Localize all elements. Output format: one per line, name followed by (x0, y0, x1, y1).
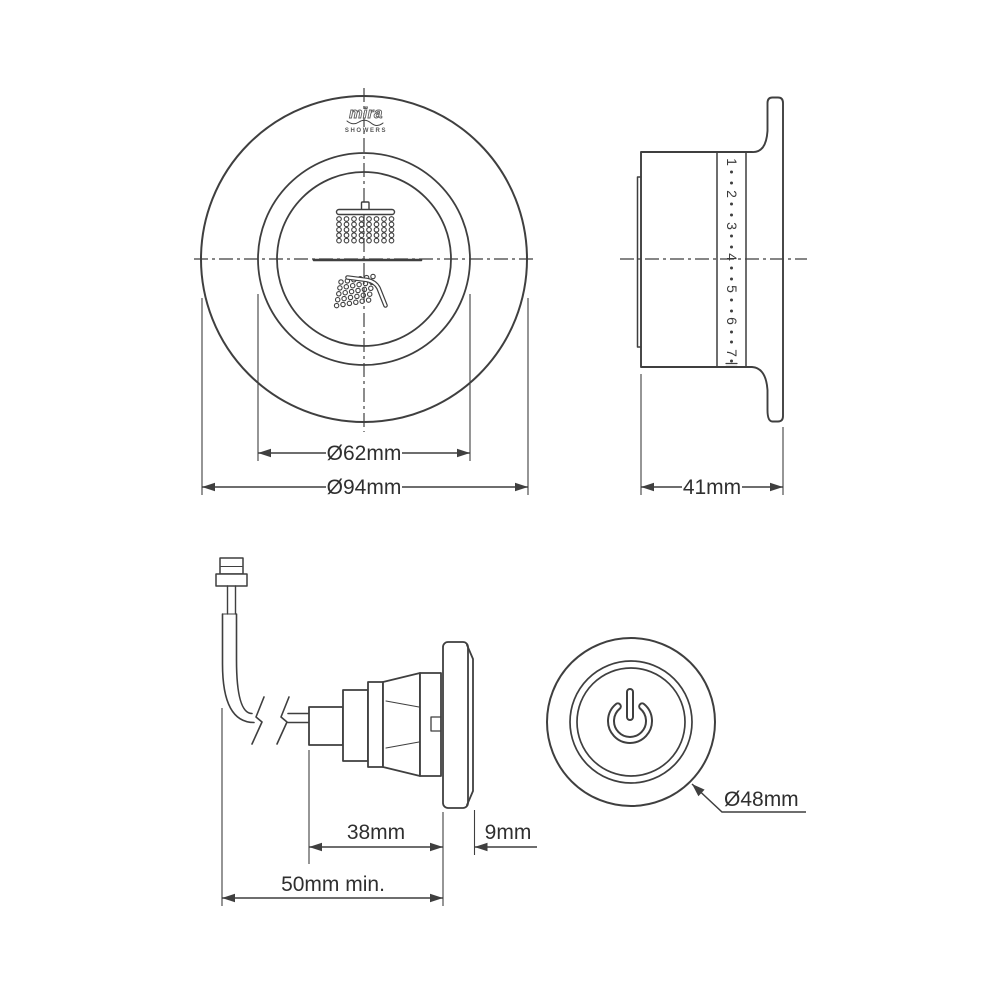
spray-dot (359, 238, 364, 243)
dial-dot (730, 360, 733, 363)
spray-dot (374, 228, 379, 233)
spray-dot (339, 280, 343, 284)
dial-dot (730, 299, 733, 302)
spray-dot (382, 233, 387, 238)
dial-dot (730, 171, 733, 174)
front-view-dimensions (202, 294, 528, 499)
dial-dot (730, 310, 733, 313)
spray-dot (374, 233, 379, 238)
cable (223, 614, 310, 744)
remote-button-body (309, 642, 473, 808)
spray-dot (344, 285, 348, 289)
spray-dot (344, 228, 349, 233)
spray-dot (368, 292, 372, 296)
remote-button-side-view (216, 558, 537, 906)
spray-dot (336, 298, 340, 302)
spray-dot (359, 233, 364, 238)
dial-dot (730, 278, 733, 281)
dim-label-button-diameter: Ø48mm (724, 788, 799, 811)
spray-dot (367, 238, 372, 243)
spray-dot (382, 228, 387, 233)
dial-number: 7 (724, 349, 740, 357)
spray-dot (367, 233, 372, 238)
dial-dot (730, 203, 733, 206)
spray-dot (389, 238, 394, 243)
spray-dot (359, 228, 364, 233)
spray-dot (334, 303, 338, 307)
spray-dot (366, 298, 370, 302)
overhead-shower-icon (337, 202, 395, 243)
dial-number: 2 (724, 190, 740, 198)
spray-dot (337, 292, 341, 296)
spray-dot (389, 228, 394, 233)
spray-dot (352, 217, 357, 222)
spray-dot (356, 288, 360, 292)
remote-button-front-view (547, 638, 806, 812)
control-side-view (620, 98, 807, 500)
brand-wordmark: mira (349, 105, 383, 122)
button-face-circle (577, 668, 685, 776)
brand-subtitle: SHOWERS (344, 128, 388, 134)
spray-dot (371, 274, 375, 278)
spray-dot (374, 222, 379, 227)
spray-dot (337, 238, 342, 243)
spray-dot (374, 238, 379, 243)
spray-dot (337, 217, 342, 222)
spray-dot (359, 217, 364, 222)
dial-dot (730, 214, 733, 217)
spray-dot (382, 238, 387, 243)
dial-number: 1 (724, 158, 740, 166)
spray-dot (382, 222, 387, 227)
side-view-dimensions (641, 374, 783, 499)
spray-dot (342, 296, 346, 300)
spray-dot (343, 291, 347, 295)
dim-label-outer-diameter: Ø94mm (326, 476, 402, 499)
spray-dot (389, 217, 394, 222)
button-bezel (443, 642, 468, 808)
cable-break-mark (277, 697, 289, 744)
spray-dot (337, 228, 342, 233)
spray-dot (338, 286, 342, 290)
mira-logo (345, 105, 387, 134)
control-body-outline (641, 98, 783, 422)
spray-dot (357, 282, 361, 286)
dial-dot (730, 341, 733, 344)
spray-dot (382, 217, 387, 222)
spray-dot (352, 228, 357, 233)
spray-dot (351, 284, 355, 288)
button-outer-circle (547, 638, 715, 806)
spray-dot (389, 222, 394, 227)
dim-label-inner-diameter: Ø62mm (326, 442, 402, 465)
spray-dot (344, 233, 349, 238)
spray-dot (341, 302, 345, 306)
dim-label-depth: 41mm (682, 476, 742, 499)
spray-dot (361, 293, 365, 297)
dial-dot (730, 267, 733, 270)
spray-dot (352, 222, 357, 227)
spray-dot (389, 233, 394, 238)
spray-dot (355, 294, 359, 298)
spray-dot (374, 217, 379, 222)
spray-dot (367, 222, 372, 227)
spray-dot (344, 238, 349, 243)
spray-dot (359, 222, 364, 227)
spray-dot (337, 222, 342, 227)
dial-number: 3 (724, 222, 740, 230)
dim-label-protrusion: 9mm (484, 821, 532, 844)
cable-break-mark (252, 697, 264, 744)
power-icon (611, 692, 649, 740)
dial-number: 5 (724, 285, 740, 293)
spray-dot (369, 286, 373, 290)
dial-number: 4 (724, 253, 740, 261)
spray-dot (348, 295, 352, 299)
spray-dot (344, 217, 349, 222)
spray-dot (367, 228, 372, 233)
spray-dot (367, 217, 372, 222)
remote-front-dimension (692, 784, 806, 812)
dial-dot (730, 235, 733, 238)
spray-dot (352, 233, 357, 238)
dial-dot (730, 246, 733, 249)
dim-label-body-depth: 38mm (346, 821, 406, 844)
spray-dot (347, 301, 351, 305)
dial-dot (730, 182, 733, 185)
handheld-shower-icon (334, 274, 385, 308)
spray-dot (337, 233, 342, 238)
spray-dot (354, 300, 358, 304)
spray-dot (344, 222, 349, 227)
spray-dot (349, 289, 353, 293)
dim-label-clearance: 50mm min. (281, 873, 385, 896)
dial-number: 6 (724, 317, 740, 325)
button-ring-circle (570, 661, 692, 783)
overhead-spray-holes (337, 217, 394, 243)
control-front-view (194, 88, 534, 499)
spray-dot (352, 238, 357, 243)
cable-connector (216, 558, 247, 614)
dial-dot (730, 331, 733, 334)
